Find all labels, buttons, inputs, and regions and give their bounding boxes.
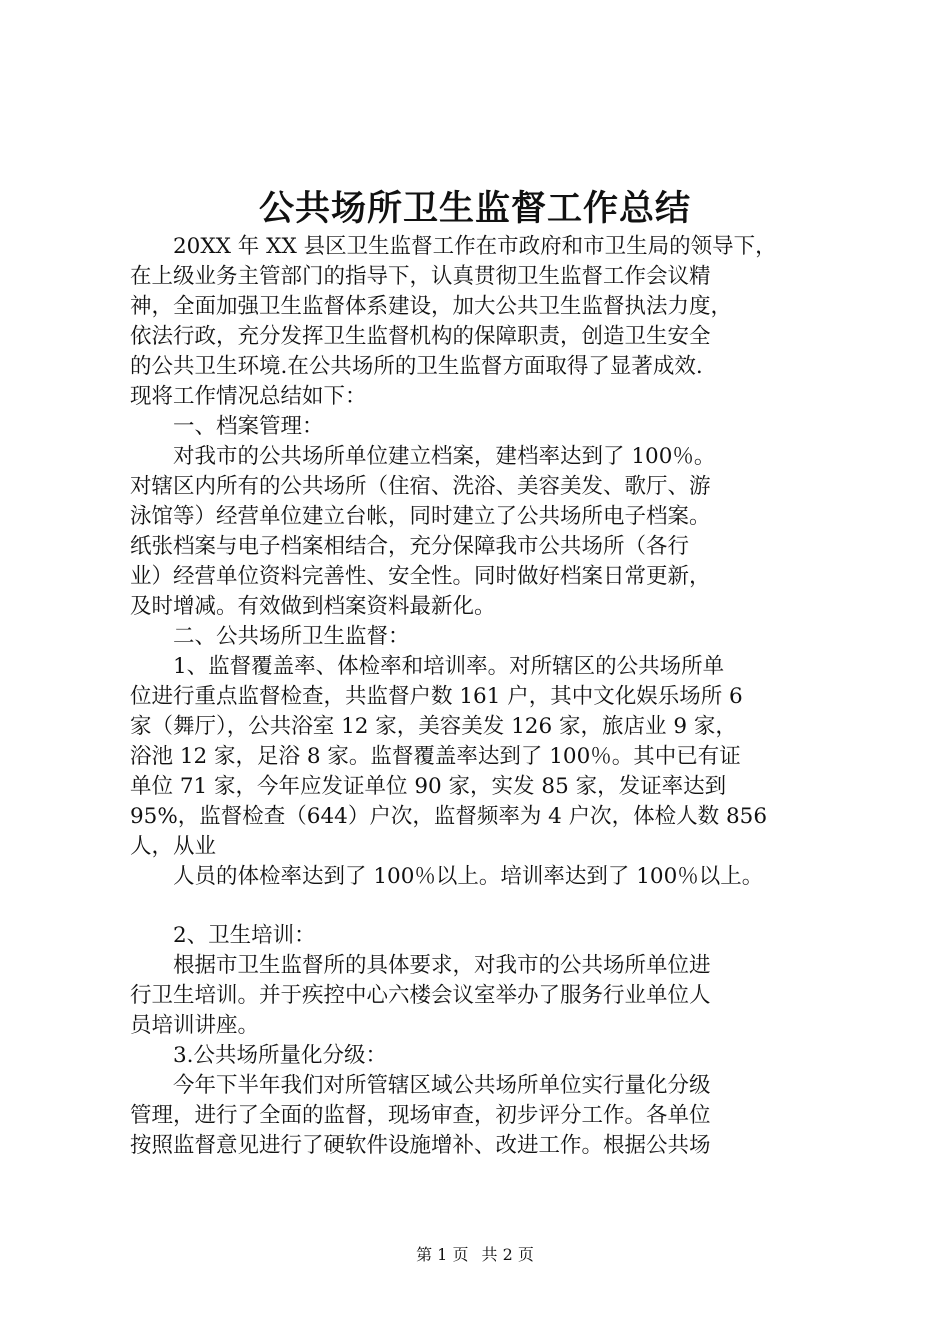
text-line: 3.公共场所量化分级： <box>130 1043 388 1068</box>
text-line: 在上级业务主管部门的指导下，认真贯彻卫生监督工作会议精 <box>130 264 711 289</box>
text-line: 2、卫生培训： <box>130 923 316 948</box>
page-footer <box>0 1244 950 1266</box>
text-line: 单位 71 家，今年应发证单位 90 家，实发 85 家，发证率达到 <box>130 774 727 799</box>
text-line: 今年下半年我们对所管辖区域公共场所单位实行量化分级 <box>130 1073 711 1098</box>
text-line: 现将工作情况总结如下： <box>130 384 367 409</box>
text-line: 泳馆等）经营单位建立台帐，同时建立了公共场所电子档案。 <box>130 504 711 529</box>
text-line: 二、公共场所卫生监督： <box>130 624 410 649</box>
text-line: 员培训讲座。 <box>130 1013 260 1038</box>
page-number: 第 1 页 <box>416 1245 469 1264</box>
page-total: 共 2 页 <box>481 1245 534 1264</box>
document-title: 公共场所卫生监督工作总结 <box>258 188 691 229</box>
text-line: 位进行重点监督检查，共监督户数 161 户，其中文化娱乐场所 6 <box>130 684 743 709</box>
text-line: 20XX 年 XX 县区卫生监督工作在市政府和市卫生局的领导下， <box>130 234 777 259</box>
text-line: 浴池 12 家，足浴 8 家。监督覆盖率达到了 100％。其中已有证 <box>130 744 741 769</box>
text-line: 95%，监督检查（644）户次，监督频率为 4 户次，体检人数 856 <box>130 804 768 829</box>
text-line: 的公共卫生环境.在公共场所的卫生监督方面取得了显著成效. <box>130 354 703 379</box>
text-line: 纸张档案与电子档案相结合，充分保障我市公共场所（各行 <box>130 534 690 559</box>
text-line: 神，全面加强卫生监督体系建设，加大公共卫生监督执法力度， <box>130 294 733 319</box>
text-line: 根据市卫生监督所的具体要求，对我市的公共场所单位进 <box>130 953 711 978</box>
text-line: 人员的体检率达到了 100％以上。培训率达到了 100％以上。 <box>130 864 764 889</box>
text-line: 人，从业 <box>130 834 217 859</box>
text-line: 对辖区内所有的公共场所（住宿、洗浴、美容美发、歌厅、游 <box>130 474 711 499</box>
text-line: 依法行政，充分发挥卫生监督机构的保障职责，创造卫生安全 <box>130 324 711 349</box>
text-line: 管理，进行了全面的监督，现场审查，初步评分工作。各单位 <box>130 1103 711 1128</box>
text-line: 业）经营单位资料完善性、安全性。同时做好档案日常更新， <box>130 564 711 589</box>
text-line: 一、档案管理： <box>130 414 324 439</box>
text-line: 行卫生培训。并于疾控中心六楼会议室举办了服务行业单位人 <box>130 983 711 1008</box>
text-line: 1、监督覆盖率、体检率和培训率。对所辖区的公共场所单 <box>130 654 725 679</box>
document-body <box>130 232 835 1161</box>
text-line: 按照监督意见进行了硬软件设施增补、改进工作。根据公共场 <box>130 1133 711 1158</box>
text-line: 家（舞厅），公共浴室 12 家，美容美发 126 家，旅店业 9 家， <box>130 714 737 739</box>
text-line <box>130 892 835 921</box>
text-line: 及时增减。有效做到档案资料最新化。 <box>130 594 496 619</box>
text-line: 对我市的公共场所单位建立档案，建档率达到了 100％。 <box>130 444 716 469</box>
